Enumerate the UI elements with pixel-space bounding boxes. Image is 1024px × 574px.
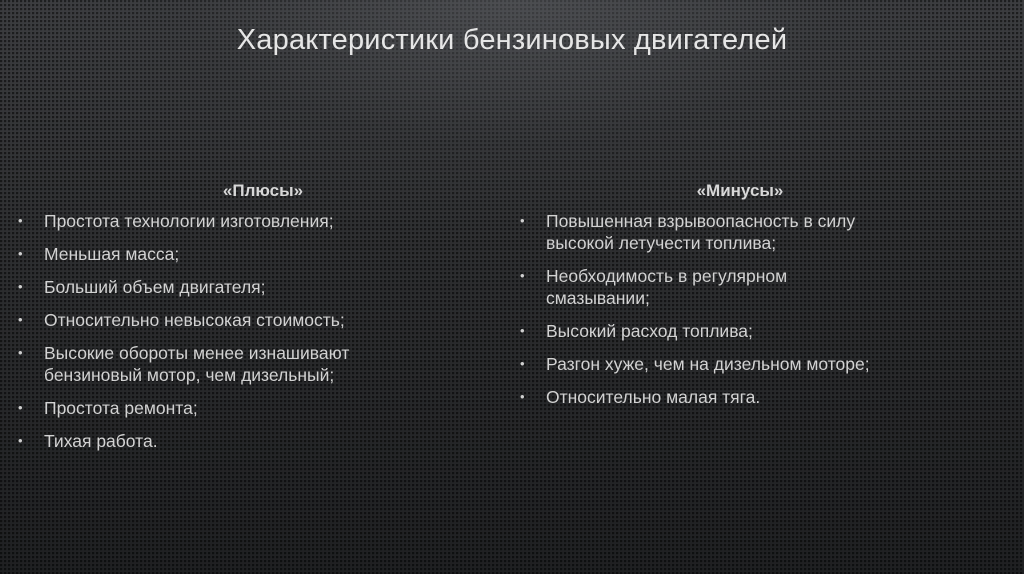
cons-list bbox=[520, 210, 1000, 408]
list-item bbox=[18, 430, 508, 452]
bullet-icon: • bbox=[18, 433, 23, 448]
list-item bbox=[520, 353, 1000, 375]
list-item bbox=[18, 309, 508, 331]
slide-title: Характеристики бензиновых двигателей bbox=[236, 24, 788, 56]
list-item-text: Высокие обороты менее изнашивают бензиновый мотор, чем дизельный; bbox=[44, 343, 350, 385]
bullet-icon: • bbox=[520, 356, 525, 371]
list-item bbox=[520, 265, 866, 309]
bullet-icon: • bbox=[18, 213, 23, 228]
bullet-icon: • bbox=[18, 246, 23, 261]
list-item bbox=[18, 397, 508, 419]
bullet-icon: • bbox=[520, 389, 525, 404]
list-item bbox=[18, 243, 508, 265]
bullet-icon: • bbox=[520, 268, 525, 283]
list-item bbox=[18, 342, 444, 386]
pros-list bbox=[18, 210, 508, 452]
list-item-text: Относительно малая тяга. bbox=[546, 387, 761, 407]
list-item-text: Больший объем двигателя; bbox=[44, 277, 266, 297]
list-item-text: Высокий расход топлива; bbox=[546, 321, 753, 341]
cons-heading: «Минусы» bbox=[696, 181, 784, 200]
pros-heading: «Плюсы» bbox=[222, 181, 304, 200]
bullet-icon: • bbox=[18, 400, 23, 415]
list-item-text: Простота технологии изготовления; bbox=[44, 211, 334, 231]
bullet-icon: • bbox=[18, 345, 23, 360]
bullet-icon: • bbox=[520, 213, 525, 228]
list-item bbox=[520, 386, 1000, 408]
list-item-text: Меньшая масса; bbox=[44, 244, 180, 264]
list-item bbox=[18, 210, 508, 232]
bullet-icon: • bbox=[520, 323, 525, 338]
bullet-icon: • bbox=[18, 312, 23, 327]
list-item-text: Разгон хуже, чем на дизельном моторе; bbox=[546, 354, 870, 374]
list-item bbox=[18, 276, 508, 298]
list-item-text: Повышенная взрывоопасность в силу высокой летучести топлива; bbox=[546, 211, 856, 253]
pros-column bbox=[18, 180, 508, 463]
list-item-text: Относительно невысокая стоимость; bbox=[44, 310, 345, 330]
list-item bbox=[520, 210, 916, 254]
list-item-text: Простота ремонта; bbox=[44, 398, 198, 418]
list-item bbox=[520, 320, 1000, 342]
list-item-text: Необходимость в регулярном смазывании; bbox=[546, 266, 788, 308]
cons-column bbox=[520, 180, 1000, 419]
list-item-text: Тихая работа. bbox=[44, 431, 158, 451]
bullet-icon: • bbox=[18, 279, 23, 294]
